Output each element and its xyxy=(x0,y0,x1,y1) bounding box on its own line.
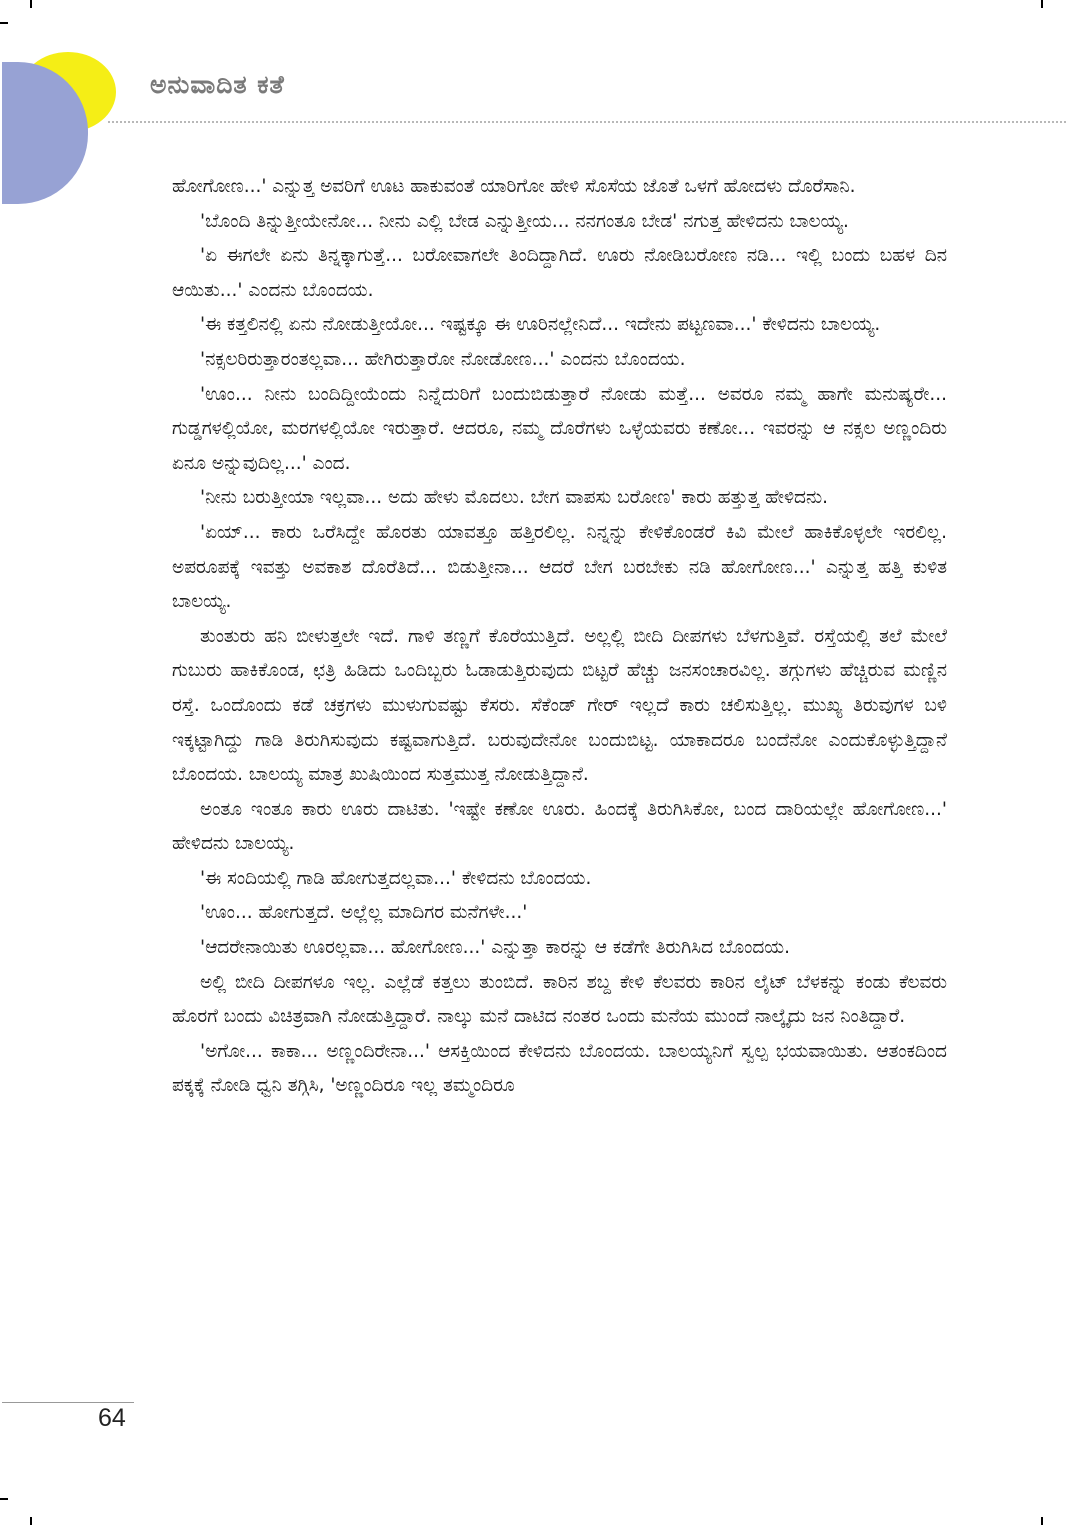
paragraph: 'ಏಯ್... ಕಾರು ಒರೆಸಿದ್ದೇ ಹೊರತು ಯಾವತ್ತೂ ಹತ್ತಿರಲಿಲ್ಲ. ನಿನ್ನನ್ನು ಕೇಳಿಕೊಂಡರೆ ಕಿವಿ ಮೇಲೆ ಹಾಕಿಕೊಳ್ಳಲೇ ಇರಲಿಲ್ಲ. ಅಪರೂಪಕ್ಕೆ ಇವತ್ತು ಅವಕಾಶ ದೊರೆತಿದೆ... ಬಿಡುತ್ತೀನಾ... ಆದರೆ ಬೇಗ ಬರಬೇಕು ನಡಿ ಹೋಗೋಣ...' ಎನ್ನುತ್ತ ಹತ್ತಿ ಕುಳಿತ ಬಾಲಯ್ಯ. xyxy=(172,521,947,613)
paragraph: 'ಈ ಕತ್ತಲಿನಲ್ಲಿ ಏನು ನೋಡುತ್ತೀಯೋ... ಇಷ್ಟಕ್ಕೂ ಈ ಊರಿನಲ್ಲೇನಿದೆ... ಇದೇನು ಪಟ್ಟಣವಾ...' ಕೇಳಿದನು ಬಾಲಯ್ಯ. xyxy=(200,314,881,336)
crop-mark xyxy=(30,0,32,8)
section-title: ಅನುವಾದಿತ ಕತೆ xyxy=(150,70,285,99)
paragraph: 'ಊಂ... ಹೋಗುತ್ತದೆ. ಅಲ್ಲೆಲ್ಲ ಮಾದಿಗರ ಮನೆಗಳೇ...' xyxy=(200,902,528,924)
paragraph: 'ಏ ಈಗಲೇ ಏನು ತಿನ್ನಕ್ಕಾಗುತ್ತೆ... ಬರೋವಾಗಲೇ ತಿಂದಿದ್ದಾಗಿದೆ. ಊರು ನೋಡಿಬರೋಣ ನಡಿ... ಇಲ್ಲಿ ಬಂದು ಬಹಳ ದಿನ ಆಯಿತು...' ಎಂದನು ಬೊಂದಯ. xyxy=(172,245,947,301)
crop-mark xyxy=(0,1498,8,1500)
paragraph: 'ಬೊಂದಿ ತಿನ್ನುತ್ತೀಯೇನೋ... ನೀನು ಎಲ್ಲಿ ಬೇಡ ಎನ್ನುತ್ತೀಯ... ನನಗಂತೂ ಬೇಡ' ನಗುತ್ತ ಹೇಳಿದನು ಬಾಲಯ್ಯ. xyxy=(200,210,849,232)
story-body xyxy=(172,170,947,1104)
paragraph: 'ನೀನು ಬರುತ್ತೀಯಾ ಇಲ್ಲವಾ... ಅದು ಹೇಳು ಮೊದಲು. ಬೇಗ ವಾಪಸು ಬರೋಣ' ಕಾರು ಹತ್ತುತ್ತ ಹೇಳಿದನು. xyxy=(200,487,829,509)
paragraph: ತುಂತುರು ಹನಿ ಬೀಳುತ್ತಲೇ ಇದೆ. ಗಾಳಿ ತಣ್ಣಗೆ ಕೊರೆಯುತ್ತಿದೆ. ಅಲ್ಲಲ್ಲಿ ಬೀದಿ ದೀಪಗಳು ಬೆಳಗುತ್ತಿವೆ. ರಸ್ತೆಯಲ್ಲಿ ತಲೆ ಮೇಲೆ ಗುಬುರು ಹಾಕಿಕೊಂಡ, ಛತ್ರಿ ಹಿಡಿದು ಒಂದಿಬ್ಬರು ಓಡಾಡುತ್ತಿರುವುದು ಬಿಟ್ಟರೆ ಹೆಚ್ಚು ಜನಸಂಚಾರವಿಲ್ಲ. ತಗ್ಗುಗಳು ಹೆಚ್ಚಿರುವ ಮಣ್ಣಿನ ರಸ್ತೆ. ಒಂದೊಂದು ಕಡೆ ಚಕ್ರಗಳು ಮುಳುಗುವಷ್ಟು ಕೆಸರು. ಸೆಕೆಂಡ್ ಗೇರ್ ಇಲ್ಲದೆ ಕಾರು ಚಲಿಸುತ್ತಿಲ್ಲ. ಮುಖ್ಯ ತಿರುವುಗಳ ಬಳಿ ಇಕ್ಕಟ್ಟಾಗಿದ್ದು ಗಾಡಿ ತಿರುಗಿಸುವುದು ಕಷ್ಟವಾಗುತ್ತಿದೆ. ಬರುವುದೇನೋ ಬಂದುಬಿಟ್ಟ. ಯಾಕಾದರೂ ಬಂದೆನೋ ಎಂದುಕೊಳ್ಳುತ್ತಿದ್ದಾನೆ ಬೊಂದಯ. ಬಾಲಯ್ಯ ಮಾತ್ರ ಖುಷಿಯಿಂದ ಸುತ್ತಮುತ್ತ ನೋಡುತ್ತಿದ್ದಾನೆ. xyxy=(172,625,947,786)
paragraph: 'ಈ ಸಂದಿಯಲ್ಲಿ ಗಾಡಿ ಹೋಗುತ್ತದಲ್ಲವಾ...' ಕೇಳಿದನು ಬೊಂದಯ. xyxy=(200,867,592,889)
crop-mark xyxy=(1041,0,1043,8)
page-number: 64 xyxy=(98,1404,126,1432)
paragraph: 'ಅಗೋ... ಕಾಕಾ... ಅಣ್ಣಂದಿರೇನಾ...' ಆಸಕ್ತಿಯಿಂದ ಕೇಳಿದನು ಬೊಂದಯ. ಬಾಲಯ್ಯನಿಗೆ ಸ್ವಲ್ಪ ಭಯವಾಯಿತು. ಆತಂಕದಿಂದ ಪಕ್ಕಕ್ಕೆ ನೋಡಿ ಧ್ವನಿ ತಗ್ಗಿಸಿ, 'ಅಣ್ಣಂದಿರೂ ಇಲ್ಲ ತಮ್ಮಂದಿರೂ xyxy=(172,1040,947,1097)
crop-mark xyxy=(1041,1517,1043,1525)
footer-divider xyxy=(2,1402,134,1403)
paragraph: 'ಆದರೇನಾಯಿತು ಊರಲ್ಲವಾ... ಹೋಗೋಣ...' ಎನ್ನುತ್ತಾ ಕಾರನ್ನು ಆ ಕಡೆಗೇ ತಿರುಗಿಸಿದ ಬೊಂದಯ. xyxy=(200,937,790,959)
header-dotted-divider xyxy=(108,121,1066,123)
crop-mark xyxy=(0,22,8,24)
paragraph: 'ಊಂ... ನೀನು ಬಂದಿದ್ದೀಯೆಂದು ನಿನ್ನೆದುರಿಗೆ ಬಂದುಬಿಡುತ್ತಾರೆ ನೋಡು ಮತ್ತೆ... ಅವರೂ ನಮ್ಮ ಹಾಗೇ ಮನುಷ್ಯರೇ... ಗುಡ್ಡಗಳಲ್ಲಿಯೋ, ಮರಗಳಲ್ಲಿಯೋ ಇರುತ್ತಾರೆ. ಆದರೂ, ನಮ್ಮ ದೊರೆಗಳು ಒಳ್ಳೆಯವರು ಕಣೋ... ಇವರನ್ನು ಆ ನಕ್ಸಲ ಅಣ್ಣಂದಿರು ಏನೂ ಅನ್ನುವುದಿಲ್ಲ...' ಎಂದ. xyxy=(172,383,947,474)
paragraph: 'ನಕ್ಸಲರಿರುತ್ತಾರಂತಲ್ಲವಾ... ಹೇಗಿರುತ್ತಾರೋ ನೋಡೋಣ...' ಎಂದನು ಬೊಂದಯ. xyxy=(200,348,686,370)
paragraph: ಹೋಗೋಣ...' ಎನ್ನುತ್ತ ಅವರಿಗೆ ಊಟ ಹಾಕುವಂತೆ ಯಾರಿಗೋ ಹೇಳಿ ಸೊಸೆಯ ಜೊತೆ ಒಳಗೆ ಹೋದಳು ದೊರೆಸಾನಿ. xyxy=(172,176,856,197)
paragraph: ಅಲ್ಲಿ ಬೀದಿ ದೀಪಗಳೂ ಇಲ್ಲ. ಎಲ್ಲೆಡೆ ಕತ್ತಲು ತುಂಬಿದೆ. ಕಾರಿನ ಶಬ್ದ ಕೇಳಿ ಕೆಲವರು ಕಾರಿನ ಲೈಟ್ ಬೆಳಕನ್ನು ಕಂಡು ಕೆಲವರು ಹೊರಗೆ ಬಂದು ವಿಚಿತ್ರವಾಗಿ ನೋಡುತ್ತಿದ್ದಾರೆ. ನಾಲ್ಕು ಮನೆ ದಾಟಿದ ನಂತರ ಒಂದು ಮನೆಯ ಮುಂದೆ ನಾಲ್ಕೈದು ಜನ ನಿಂತಿದ್ದಾರೆ. xyxy=(172,971,947,1028)
crop-mark xyxy=(30,1517,32,1525)
paragraph: ಅಂತೂ ಇಂತೂ ಕಾರು ಊರು ದಾಟಿತು. 'ಇಷ್ಟೇ ಕಣೋ ಊರು. ಹಿಂದಕ್ಕೆ ತಿರುಗಿಸಿಕೋ, ಬಂದ ದಾರಿಯಲ್ಲೇ ಹೋಗೋಣ...' ಹೇಳಿದನು ಬಾಲಯ್ಯ. xyxy=(172,798,947,855)
